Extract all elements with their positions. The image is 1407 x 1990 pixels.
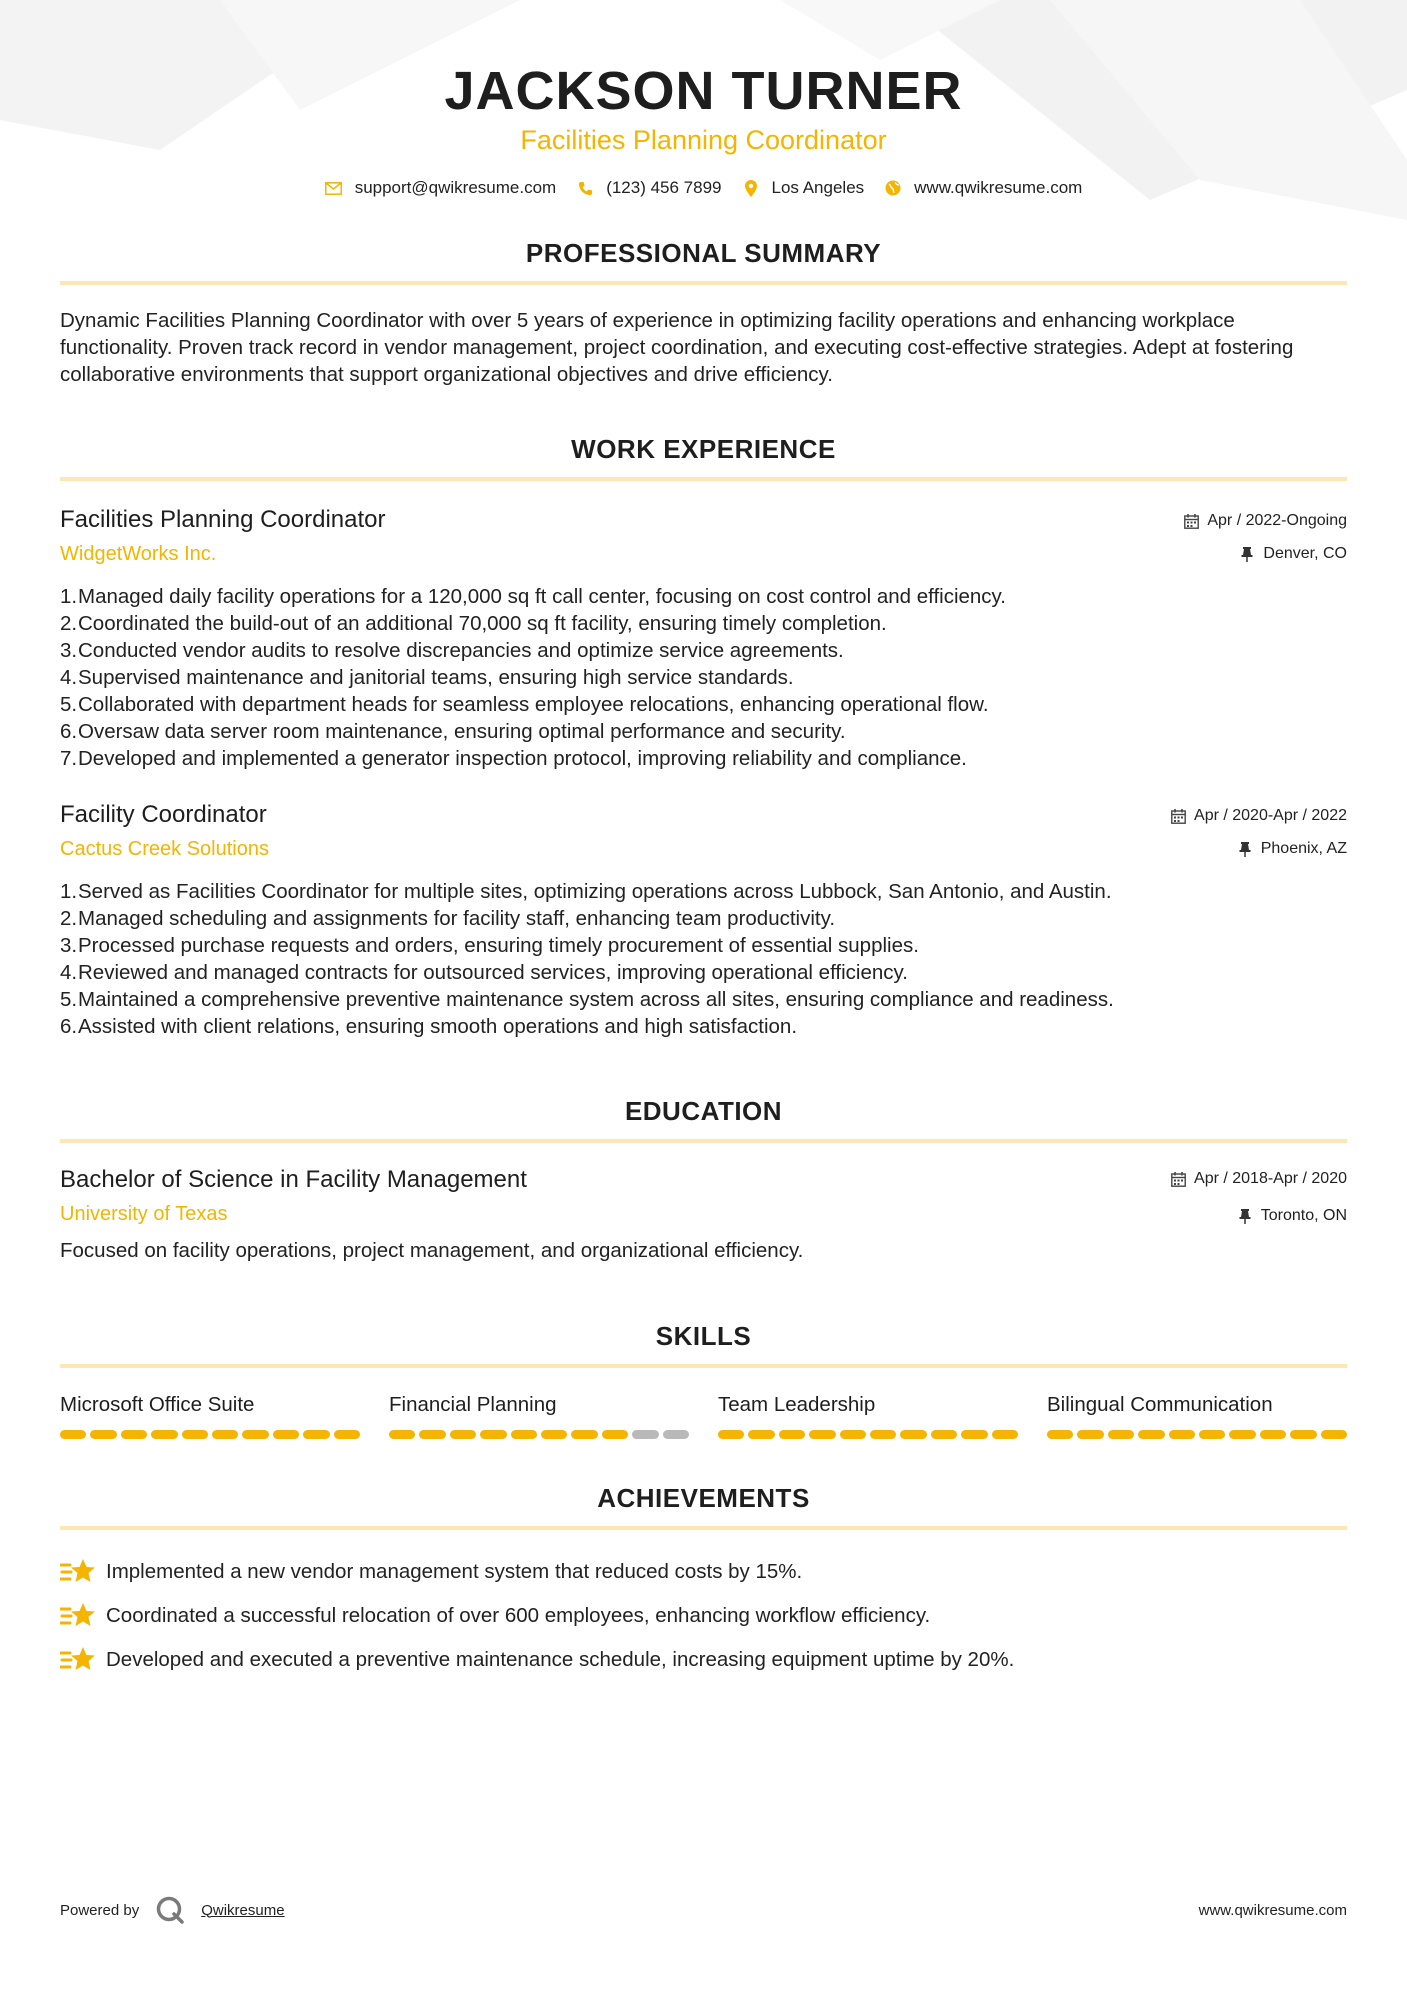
experience-section — [60, 434, 1347, 1040]
skills-section — [60, 1321, 1347, 1439]
achievements-heading: ACHIEVEMENTS — [597, 1483, 810, 1513]
star-award-icon — [60, 1557, 96, 1587]
skill-level-bar — [389, 1430, 689, 1439]
job-dates: Apr / 2022-Ongoing — [1207, 512, 1347, 529]
skill-segment-empty — [632, 1430, 658, 1439]
skill-item — [1047, 1392, 1347, 1439]
skill-segment-filled — [961, 1430, 987, 1439]
contact-phone[interactable] — [576, 178, 721, 198]
skill-name: Bilingual Communication — [1047, 1393, 1273, 1416]
candidate-name: JACKSON TURNER — [444, 61, 963, 121]
contact-bar — [60, 178, 1347, 198]
skill-segment-filled — [1199, 1430, 1225, 1439]
skill-segment-filled — [931, 1430, 957, 1439]
job-title: Facility Coordinator — [60, 801, 267, 828]
section-divider — [60, 477, 1347, 481]
skill-segment-filled — [1108, 1430, 1134, 1439]
resume-header — [60, 0, 1347, 198]
skill-name: Financial Planning — [389, 1393, 557, 1416]
skill-name: Microsoft Office Suite — [60, 1393, 255, 1416]
contact-email[interactable] — [325, 178, 557, 198]
skill-segment-filled — [511, 1430, 537, 1439]
skill-segment-filled — [1138, 1430, 1164, 1439]
education-dates: Apr / 2018-Apr / 2020 — [1194, 1170, 1347, 1187]
skill-name: Team Leadership — [718, 1393, 876, 1416]
skill-segment-filled — [1229, 1430, 1255, 1439]
powered-by-label: Powered by — [60, 1901, 140, 1919]
list-item: 2. Coordinated the build-out of an additional 70,000 sq ft facility, ensuring timely completion. — [60, 612, 887, 635]
achievement-text: Implemented a new vendor management system that reduced costs by 15%. — [106, 1560, 803, 1583]
skill-level-bar — [718, 1430, 1018, 1439]
section-divider — [60, 1139, 1347, 1143]
website-text: www.qwikresume.com — [914, 178, 1083, 197]
company-name: WidgetWorks Inc. — [60, 543, 217, 565]
job-location: Phoenix, AZ — [1260, 840, 1347, 857]
list-item: 7. Developed and implemented a generator inspection protocol, improving reliability and compliance. — [60, 747, 967, 770]
section-divider — [60, 1526, 1347, 1530]
location-text: Los Angeles — [771, 178, 865, 197]
skill-segment-filled — [1260, 1430, 1286, 1439]
achievement-text: Developed and executed a preventive maintenance schedule, increasing equipment uptime by 20%. — [106, 1648, 1015, 1671]
skills-grid — [60, 1392, 1347, 1439]
calendar-icon — [1170, 808, 1186, 824]
skill-segment-filled — [992, 1430, 1018, 1439]
skill-level-bar — [1047, 1430, 1347, 1439]
skill-segment-filled — [450, 1430, 476, 1439]
list-item: 1. Managed daily facility operations for a 120,000 sq ft call center, focusing on cost control and efficiency. — [60, 585, 1006, 608]
skill-segment-filled — [1290, 1430, 1316, 1439]
job-meta — [1183, 505, 1347, 564]
experience-heading: WORK EXPERIENCE — [571, 434, 836, 464]
star-award-icon — [60, 1601, 96, 1631]
achievement-item — [60, 1594, 1347, 1638]
job-dates: Apr / 2020-Apr / 2022 — [1194, 807, 1347, 824]
list-item: 4. Reviewed and managed contracts for outsourced services, improving operational efficiency. — [60, 961, 908, 984]
education-heading: EDUCATION — [624, 1096, 783, 1126]
skills-heading: SKILLS — [655, 1321, 752, 1351]
education-location: Toronto, ON — [1260, 1207, 1347, 1224]
list-item: 5. Collaborated with department heads for seamless employee relocations, enhancing operational flow. — [60, 693, 989, 716]
list-item: 4. Supervised maintenance and janitorial teams, ensuring high service standards. — [60, 666, 794, 689]
email-text: support@qwikresume.com — [354, 178, 557, 197]
skill-segment-filled — [870, 1430, 896, 1439]
candidate-role: Facilities Planning Coordinator — [520, 125, 887, 155]
calendar-icon — [1170, 1171, 1186, 1187]
list-item: 5. Maintained a comprehensive preventive maintenance system across all sites, ensuring compliance and readiness. — [60, 988, 1114, 1011]
achievement-item — [60, 1550, 1347, 1594]
duty-list — [60, 878, 1347, 1040]
skill-segment-filled — [303, 1430, 329, 1439]
skill-segment-filled — [809, 1430, 835, 1439]
list-item: 6. Assisted with client relations, ensuring smooth operations and high satisfaction. — [60, 1015, 798, 1038]
pushpin-icon — [1239, 546, 1255, 562]
skill-segment-filled — [1321, 1430, 1347, 1439]
skill-segment-filled — [1077, 1430, 1103, 1439]
degree-title: Bachelor of Science in Facility Management — [60, 1166, 527, 1193]
contact-website[interactable] — [884, 178, 1082, 198]
achievement-text: Coordinated a successful relocation of over 600 employees, enhancing workflow efficiency. — [106, 1604, 931, 1627]
education-description: Focused on facility operations, project management, and organizational efficiency. — [60, 1239, 804, 1262]
skill-segment-filled — [900, 1430, 926, 1439]
education-section — [60, 1096, 1347, 1263]
company-name: Cactus Creek Solutions — [60, 838, 269, 860]
job-meta — [1170, 800, 1347, 859]
envelope-icon — [325, 179, 343, 197]
section-divider — [60, 281, 1347, 285]
skill-segment-filled — [90, 1430, 116, 1439]
list-item: 1. Served as Facilities Coordinator for multiple sites, optimizing operations across Lubbock, San Antonio, and Austin. — [60, 880, 1112, 903]
skill-item — [718, 1392, 1018, 1439]
qwikresume-logo-icon — [155, 1895, 185, 1925]
skill-segment-empty — [663, 1430, 689, 1439]
list-item: 6. Oversaw data server room maintenance, ensuring optimal performance and security. — [60, 720, 846, 743]
duty-list — [60, 583, 1347, 772]
summary-heading: PROFESSIONAL SUMMARY — [525, 238, 882, 268]
skill-segment-filled — [212, 1430, 238, 1439]
education-entry — [60, 1165, 1347, 1263]
skill-segment-filled — [571, 1430, 597, 1439]
job-location: Denver, CO — [1263, 545, 1347, 562]
achievement-list — [60, 1550, 1347, 1682]
star-award-icon — [60, 1645, 96, 1675]
skill-item — [60, 1392, 360, 1439]
job-entry — [60, 505, 1347, 772]
list-item: 3. Conducted vendor audits to resolve discrepancies and optimize service agreements. — [60, 639, 844, 662]
phone-icon — [576, 179, 594, 197]
skill-segment-filled — [389, 1430, 415, 1439]
pushpin-icon — [1237, 841, 1253, 857]
footer-website[interactable]: www.qwikresume.com — [1198, 1901, 1347, 1919]
page-footer — [60, 1895, 1347, 1925]
skill-segment-filled — [480, 1430, 506, 1439]
skill-segment-filled — [151, 1430, 177, 1439]
list-item: 3. Processed purchase requests and orders, ensuring timely procurement of essential supplies. — [60, 934, 919, 957]
skill-level-bar — [60, 1430, 360, 1439]
map-pin-icon — [742, 179, 760, 197]
summary-section — [60, 238, 1347, 388]
skill-segment-filled — [1047, 1430, 1073, 1439]
skill-segment-filled — [779, 1430, 805, 1439]
pushpin-icon — [1237, 1208, 1253, 1224]
list-item: 2. Managed scheduling and assignments for facility staff, enhancing team productivity. — [60, 907, 836, 930]
skill-segment-filled — [334, 1430, 360, 1439]
skill-segment-filled — [748, 1430, 774, 1439]
calendar-icon — [1183, 513, 1199, 529]
skill-segment-filled — [541, 1430, 567, 1439]
skill-segment-filled — [1169, 1430, 1195, 1439]
education-meta — [1170, 1165, 1347, 1226]
skill-segment-filled — [718, 1430, 744, 1439]
job-title: Facilities Planning Coordinator — [60, 506, 386, 533]
contact-location — [742, 178, 865, 198]
section-divider — [60, 1364, 1347, 1368]
achievements-section — [60, 1483, 1347, 1682]
achievement-item — [60, 1638, 1347, 1682]
powered-by — [60, 1895, 285, 1925]
skill-segment-filled — [273, 1430, 299, 1439]
summary-text: Dynamic Facilities Planning Coordinator with over 5 years of experience in optimizing facility operations and enhancing workplace functionality. Proven track record in vendor management, project coordination, and executing cost-effective strategies. Adept at fostering collaborative environments that support organizational objectives and drive efficiency. — [60, 309, 1294, 386]
globe-icon — [884, 179, 902, 197]
school-name: University of Texas — [60, 1203, 228, 1225]
skill-segment-filled — [419, 1430, 445, 1439]
skill-segment-filled — [840, 1430, 866, 1439]
skill-segment-filled — [60, 1430, 86, 1439]
skill-segment-filled — [121, 1430, 147, 1439]
skill-segment-filled — [242, 1430, 268, 1439]
job-entry — [60, 800, 1347, 1040]
skill-segment-filled — [182, 1430, 208, 1439]
skill-item — [389, 1392, 689, 1439]
skill-segment-filled — [602, 1430, 628, 1439]
qwikresume-link[interactable]: Qwikresume — [201, 1901, 285, 1919]
phone-text: (123) 456 7899 — [606, 178, 722, 197]
